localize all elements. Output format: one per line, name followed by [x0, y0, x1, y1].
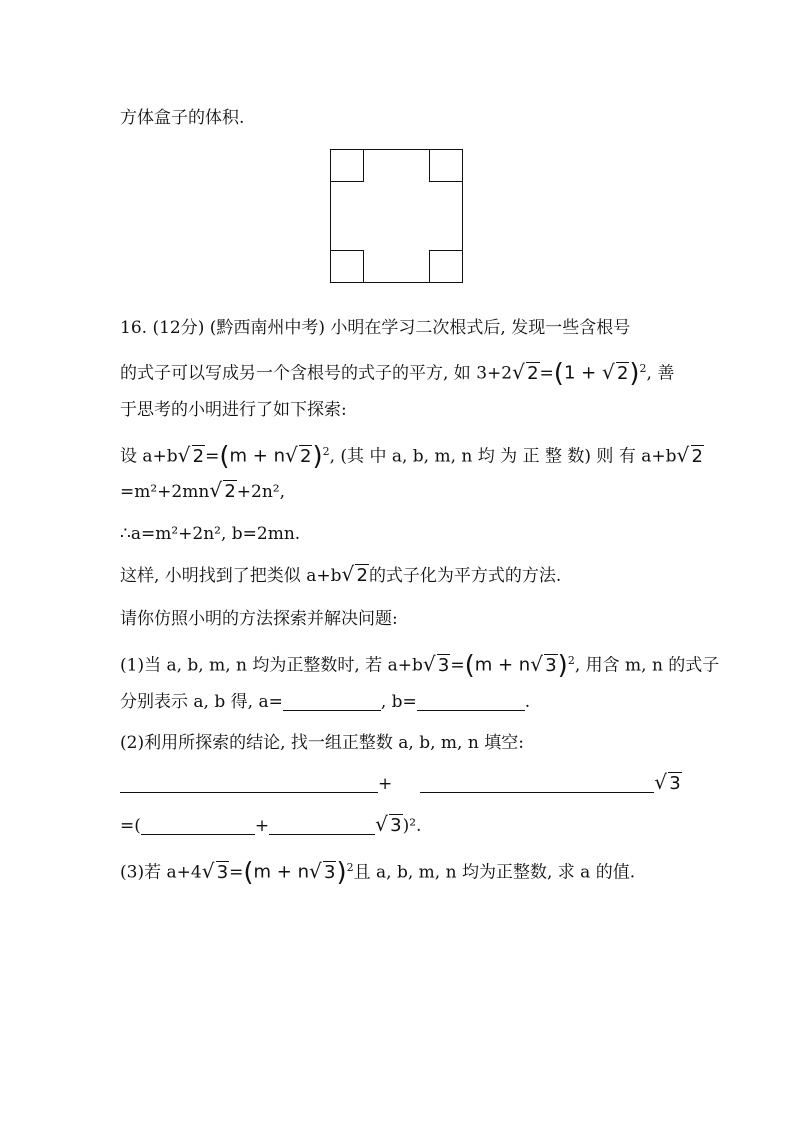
plus: +	[378, 774, 393, 794]
q16-line2-pre: 的式子可以写成另一个含根号的式子的平方, 如 3+2	[120, 363, 513, 384]
q16-line4-pre: 设 a+b	[120, 446, 178, 467]
q16-line4-mid: , (其 中 a, b, m, n 均 为 正 整 数) 则 有 a+b	[329, 446, 677, 467]
exp: 2	[567, 654, 575, 667]
part1-line2-pre: 分别表示 a, b 得, a=	[120, 692, 283, 712]
paren: )	[312, 441, 323, 472]
q16-line5-post: +2n²,	[236, 482, 285, 502]
paren: (	[219, 441, 230, 472]
part3-post: 且 a, b, m, n 均为正整数, 求 a 的值.	[353, 862, 636, 883]
m-plus-n: m + n	[253, 861, 310, 883]
exp: 2	[322, 445, 330, 458]
period: .	[524, 692, 531, 712]
part2-line3-pre: =(	[120, 816, 141, 836]
answer-blank-2c[interactable]	[141, 816, 255, 835]
part2-line3	[120, 814, 421, 838]
answer-blank-2b[interactable]	[420, 774, 654, 793]
exp: 2	[639, 362, 647, 375]
one-plus: 1 +	[563, 362, 602, 384]
m-plus-n: m + n	[229, 445, 285, 467]
sqrt-3b: √ 3	[530, 654, 557, 678]
q16-line5-pre: =m²+2mn	[120, 482, 210, 502]
part2-line1: (2)利用所探索的结论, 找一组正整数 a, b, m, n 填空:	[120, 733, 524, 753]
paren: )	[557, 650, 568, 681]
part2-line3-end: )².	[402, 816, 422, 836]
part1-post: , 用含 m, n 的式子	[574, 655, 720, 676]
plus: +	[254, 816, 270, 836]
q16-line8: 请你仿照小明的方法探索并解决问题:	[120, 609, 398, 629]
equals: =	[229, 862, 244, 883]
sqrt-2c: √ 2	[178, 445, 205, 469]
corner-square-top-right	[429, 150, 462, 182]
sqrt-3d: √ 3	[375, 814, 402, 838]
sqrt-2b: √ 2	[602, 362, 629, 386]
top-line: 方体盒子的体积.	[120, 108, 245, 128]
equals: =	[450, 655, 465, 676]
m-plus-n: m + n	[474, 654, 531, 676]
sqrt-3: √ 3	[423, 654, 450, 678]
answer-blank-b[interactable]	[417, 692, 525, 711]
sqrt-2d: √ 2	[285, 445, 312, 469]
q16-line7-post: 的式子化为平方式的方法.	[368, 566, 562, 586]
sqrt-2e: √ 2	[677, 445, 704, 469]
equals: =	[539, 363, 554, 384]
q16-line6: ∴a=m²+2n², b=2mn.	[120, 524, 301, 544]
q16-line4	[120, 440, 704, 472]
part2-line2	[120, 772, 682, 796]
sqrt-3f: √ 3	[309, 861, 336, 885]
corner-square-bottom-left	[331, 250, 364, 282]
part1-line2	[120, 690, 530, 714]
corner-square-bottom-right	[429, 250, 462, 282]
part3-pre: (3)若 a+4	[120, 862, 202, 883]
part1-line1	[120, 649, 720, 681]
q16-line7	[120, 564, 561, 588]
paren: )	[629, 358, 640, 389]
paren: (	[464, 650, 475, 681]
q16-line7-pre: 这样, 小明找到了把类似 a+b	[120, 566, 342, 586]
square-cardboard-figure	[330, 149, 463, 283]
q16-header: 16. (12分) (黔西南州中考) 小明在学习二次根式后, 发现一些含根号	[120, 318, 631, 338]
paren: (	[553, 358, 564, 389]
part3-line	[120, 856, 636, 888]
q16-line2-post: , 善	[646, 363, 675, 384]
exp: 2	[346, 861, 354, 874]
sqrt-2: √ 2	[512, 362, 539, 386]
answer-blank-2d[interactable]	[269, 816, 375, 835]
corner-square-top-left	[331, 150, 364, 182]
sqrt-3c: √ 3	[654, 772, 681, 796]
part1-pre: (1)当 a, b, m, n 均为正整数时, 若 a+b	[120, 655, 423, 676]
equals: =	[205, 446, 220, 467]
answer-blank-2a[interactable]	[120, 774, 378, 793]
sqrt-2g: √ 2	[341, 564, 368, 588]
q16-line2	[120, 357, 675, 389]
sqrt-2f: √ 2	[209, 480, 236, 504]
sqrt-3e: √ 3	[202, 861, 229, 885]
paren: )	[336, 857, 347, 888]
answer-blank-a[interactable]	[283, 692, 381, 711]
q16-line3: 于思考的小明进行了如下探索:	[120, 400, 347, 420]
q16-line5	[120, 480, 285, 504]
paren: (	[243, 857, 254, 888]
part1-line2-mid: , b=	[380, 692, 417, 712]
